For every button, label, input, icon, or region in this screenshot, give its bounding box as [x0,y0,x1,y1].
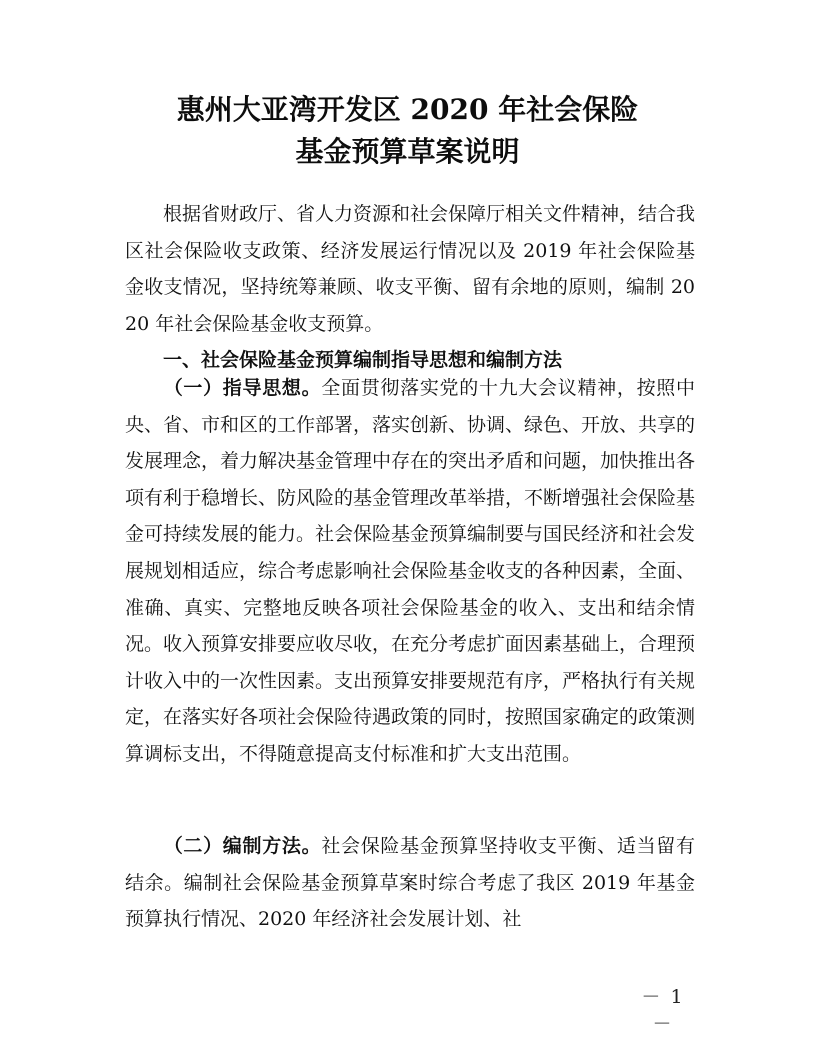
document-title-line-1: 惠州大亚湾开发区 2020 年社会保险 [176,93,639,126]
compilation-method-label: （二）编制方法。 [163,835,322,857]
guiding-ideology-label: （一）指导思想。 [163,377,322,399]
intro-text: 根据省财政厅、省人力资源和社会保障厅相关文件精神，结合我区社会保险收支政策、经济发展运行情况以及 2019 年社会保险基金收支情况，坚持统筹兼顾、收支平衡、留有余地的原则，编制 2020 年社会保险基金收支预算。 [125,203,696,335]
intro-paragraph [125,196,695,342]
compilation-method-text: 社会保险基金预算坚持收支平衡、适当留有结余。编制社会保险基金预算草案时综合考虑了我区 2019 年基金预算执行情况、2020 年经济社会发展计划、社 [125,835,695,931]
guiding-ideology-paragraph [125,370,695,773]
section-1-heading-text: 一、社会保险基金预算编制指导思想和编制方法 [163,349,563,371]
guiding-ideology-text: 全面贯彻落实党的十九大会议精神，按照中央、省、市和区的工作部署，落实创新、协调、绿色、开放、共享的发展理念，着力解决基金管理中存在的突出矛盾和问题，加快推出各项有利于稳增长、防风险的基金管理改革举措，不断增强社会保险基金可持续发展的能力。社会保险基金预算编制要与国民经济和社会发展规划相适应，综合考虑影响社会保险基金收支的各种因素，全面、准确、真实、完整地反映各项社会保险基金的收入、支出和结余情况。收入预算安排要应收尽收，在充分考虑扩面因素基础上，合理预计收入中的一次性因素。支出预算安排要规范有序，严格执行有关规定，在落实好各项社会保险待遇政策的同时，按照国家确定的政策测算调标支出，不得随意提高支付标准和扩大支出范围。 [125,377,696,765]
document-title-line-2: 基金预算草案说明 [295,135,520,168]
compilation-method-paragraph [125,828,695,938]
page-number: － 1 － [641,986,685,1035]
